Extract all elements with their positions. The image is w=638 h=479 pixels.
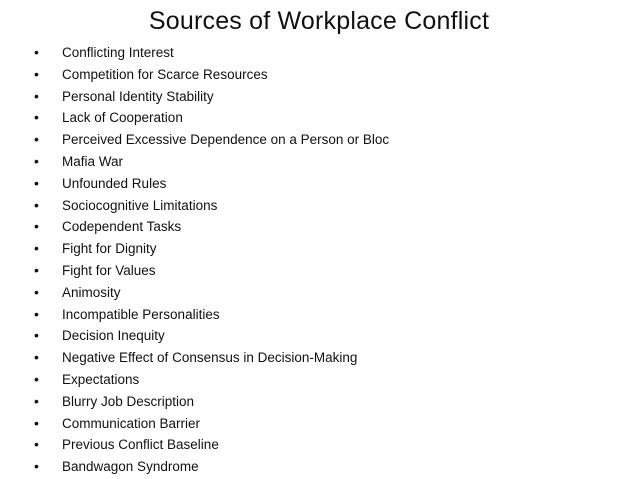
bullet-dot-icon: • bbox=[34, 392, 39, 409]
bullet-text: Mafia War bbox=[62, 153, 124, 169]
bullet-text: Previous Conflict Baseline bbox=[62, 437, 219, 453]
bullet-item bbox=[34, 107, 389, 129]
bullet-item bbox=[34, 260, 389, 282]
bullet-dot-icon: • bbox=[34, 240, 39, 257]
bullet-item bbox=[34, 456, 389, 478]
bullet-text: Conflicting Interest bbox=[62, 45, 174, 60]
bullet-text: Communication Barrier bbox=[62, 415, 201, 431]
bullet-item bbox=[34, 391, 389, 413]
bullet-text: Expectations bbox=[62, 371, 140, 387]
bullet-dot-icon: • bbox=[34, 196, 39, 213]
bullet-dot-icon: • bbox=[34, 87, 39, 104]
bullet-item bbox=[34, 86, 389, 108]
slide-title: Sources of Workplace Conflict bbox=[148, 7, 490, 35]
bullet-text: Lack of Cooperation bbox=[62, 110, 183, 126]
bullet-text: Animosity bbox=[62, 284, 121, 300]
bullet-item bbox=[34, 195, 389, 217]
bullet-item bbox=[34, 304, 389, 326]
bullet-item bbox=[34, 173, 389, 195]
bullet-dot-icon: • bbox=[34, 370, 39, 387]
bullet-dot-icon: • bbox=[34, 349, 39, 366]
bullet-dot-icon: • bbox=[34, 152, 39, 169]
bullet-text: Fight for Values bbox=[62, 262, 156, 278]
bullet-dot-icon: • bbox=[34, 218, 39, 235]
bullet-dot-icon: • bbox=[34, 414, 39, 431]
bullet-item bbox=[34, 238, 389, 260]
bullet-item bbox=[34, 42, 389, 64]
bullet-dot-icon: • bbox=[34, 109, 39, 126]
bullet-dot-icon: • bbox=[34, 174, 39, 191]
bullet-text: Sociocognitive Limitations bbox=[62, 197, 218, 213]
bullet-item bbox=[34, 216, 389, 238]
bullet-item bbox=[34, 64, 389, 86]
bullet-item bbox=[34, 151, 389, 173]
bullet-text: Perceived Excessive Dependence on a Person or Bloc bbox=[62, 132, 390, 148]
bullet-dot-icon: • bbox=[34, 65, 39, 82]
bullet-item bbox=[34, 434, 389, 456]
bullet-item bbox=[34, 369, 389, 391]
bullet-dot-icon: • bbox=[34, 305, 39, 322]
bullet-text: Incompatible Personalities bbox=[62, 306, 220, 322]
bullet-dot-icon: • bbox=[34, 261, 39, 278]
bullet-list bbox=[34, 42, 389, 478]
bullet-text: Decision Inequity bbox=[62, 328, 165, 344]
bullet-dot-icon: • bbox=[34, 458, 39, 475]
bullet-text: Unfounded Rules bbox=[62, 175, 167, 191]
bullet-text: Blurry Job Description bbox=[62, 393, 195, 409]
bullet-dot-icon: • bbox=[34, 44, 39, 60]
bullet-text: Negative Effect of Consensus in Decision-Making bbox=[62, 350, 358, 366]
bullet-dot-icon: • bbox=[34, 327, 39, 344]
bullet-text: Fight for Dignity bbox=[62, 241, 157, 257]
bullet-item bbox=[34, 129, 389, 151]
bullet-item bbox=[34, 347, 389, 369]
bullet-text: Competition for Scarce Resources bbox=[62, 66, 268, 82]
bullet-dot-icon: • bbox=[34, 436, 39, 453]
bullet-dot-icon: • bbox=[34, 131, 39, 148]
bullet-text: Codependent Tasks bbox=[62, 219, 182, 235]
bullet-item bbox=[34, 325, 389, 347]
bullet-text: Bandwagon Syndrome bbox=[62, 459, 199, 475]
bullet-item bbox=[34, 413, 389, 435]
bullet-dot-icon: • bbox=[34, 283, 39, 300]
bullet-item bbox=[34, 282, 389, 304]
bullet-text: Personal Identity Stability bbox=[62, 88, 214, 104]
